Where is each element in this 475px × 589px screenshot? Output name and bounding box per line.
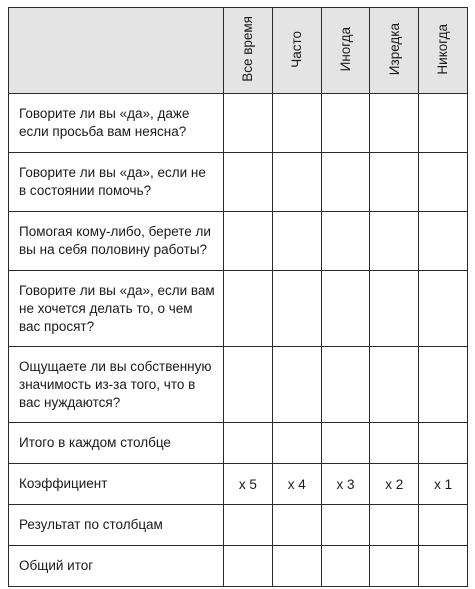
- column-header: [370, 8, 419, 94]
- grand-total-label: Общий итог: [9, 546, 224, 587]
- column-header: [272, 8, 321, 94]
- result-cell[interactable]: [321, 505, 370, 546]
- column-header-label: Иногда: [337, 26, 353, 72]
- answer-cell[interactable]: [272, 212, 321, 271]
- question-text: Помогая кому-либо, берете ли вы на себя половину работы?: [9, 212, 224, 271]
- answer-cell[interactable]: [224, 153, 273, 212]
- grand-total-cell[interactable]: [272, 546, 321, 587]
- total-cell[interactable]: [272, 423, 321, 464]
- result-cell[interactable]: [272, 505, 321, 546]
- answer-cell[interactable]: [419, 347, 468, 423]
- question-text: Говорите ли вы «да», даже если просьба вам неясна?: [9, 94, 224, 153]
- grand-total-cell[interactable]: [224, 546, 273, 587]
- question-row: [9, 271, 468, 347]
- answer-cell[interactable]: [370, 94, 419, 153]
- coefficient-value: x 5: [224, 464, 273, 505]
- column-header: [419, 8, 468, 94]
- question-row: [9, 94, 468, 153]
- answer-cell[interactable]: [370, 212, 419, 271]
- total-cell[interactable]: [321, 423, 370, 464]
- self-assessment-table: [8, 7, 468, 587]
- result-cell[interactable]: [224, 505, 273, 546]
- question-row: [9, 212, 468, 271]
- column-totals-row: [9, 423, 468, 464]
- column-header-label: Никогда: [435, 23, 451, 75]
- answer-cell[interactable]: [370, 153, 419, 212]
- total-cell[interactable]: [370, 423, 419, 464]
- column-header-label: Все время: [240, 16, 256, 82]
- grand-total-row: [9, 546, 468, 587]
- answer-cell[interactable]: [321, 271, 370, 347]
- answer-cell[interactable]: [224, 347, 273, 423]
- answer-cell[interactable]: [224, 94, 273, 153]
- answer-cell[interactable]: [224, 271, 273, 347]
- coefficient-label: Коэффициент: [9, 464, 224, 505]
- grand-total-cell[interactable]: [321, 546, 370, 587]
- answer-cell[interactable]: [321, 212, 370, 271]
- column-results-row: [9, 505, 468, 546]
- answer-cell[interactable]: [370, 347, 419, 423]
- answer-cell[interactable]: [419, 212, 468, 271]
- column-header-label: Изредка: [386, 22, 402, 76]
- question-row: [9, 153, 468, 212]
- column-header: [321, 8, 370, 94]
- answer-cell[interactable]: [272, 271, 321, 347]
- coefficient-value: x 3: [321, 464, 370, 505]
- answer-cell[interactable]: [272, 153, 321, 212]
- answer-cell[interactable]: [419, 153, 468, 212]
- answer-cell[interactable]: [419, 94, 468, 153]
- column-header: [224, 8, 273, 94]
- header-corner-cell: [9, 8, 224, 94]
- column-totals-label: Итого в каждом столбце: [9, 423, 224, 464]
- answer-cell[interactable]: [321, 153, 370, 212]
- header-row: [9, 8, 468, 94]
- coefficient-value: x 2: [370, 464, 419, 505]
- question-text: Говорите ли вы «да», если вам не хочется делать то, о чем вас просят?: [9, 271, 224, 347]
- total-cell[interactable]: [224, 423, 273, 464]
- question-text: Ощущаете ли вы собственную значимость из-за того, что в вас нуждаются?: [9, 347, 224, 423]
- coefficient-value: x 4: [272, 464, 321, 505]
- answer-cell[interactable]: [321, 347, 370, 423]
- answer-cell[interactable]: [419, 271, 468, 347]
- column-header-label: Часто: [288, 30, 304, 68]
- grand-total-cell[interactable]: [419, 546, 468, 587]
- answer-cell[interactable]: [321, 94, 370, 153]
- column-results-label: Результат по столбцам: [9, 505, 224, 546]
- result-cell[interactable]: [370, 505, 419, 546]
- answer-cell[interactable]: [272, 94, 321, 153]
- answer-cell[interactable]: [370, 271, 419, 347]
- coefficient-value: x 1: [419, 464, 468, 505]
- coefficient-row: [9, 464, 468, 505]
- answer-cell[interactable]: [272, 347, 321, 423]
- question-row: [9, 347, 468, 423]
- question-text: Говорите ли вы «да», если не в состоянии помочь?: [9, 153, 224, 212]
- answer-cell[interactable]: [224, 212, 273, 271]
- total-cell[interactable]: [419, 423, 468, 464]
- result-cell[interactable]: [419, 505, 468, 546]
- grand-total-cell[interactable]: [370, 546, 419, 587]
